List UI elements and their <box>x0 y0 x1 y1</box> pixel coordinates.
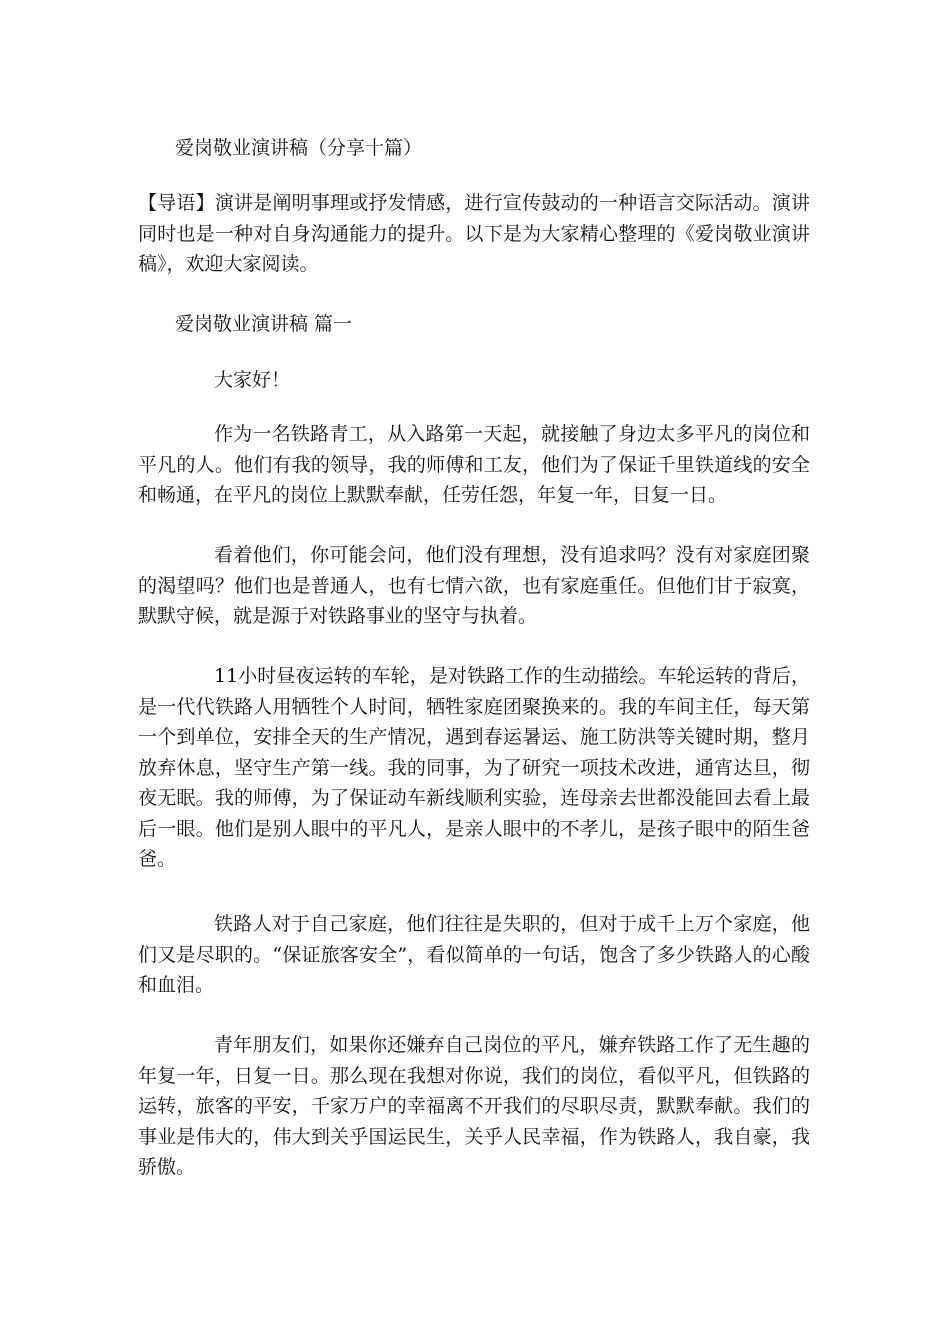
body-paragraph: 青年朋友们，如果你还嫌弃自己岗位的平凡，嫌弃铁路工作了无生趣的年复一年，日复一日。那么现在我想对你说，我们的岗位，看似平凡，但铁路的运转，旅客的平安，千家万户的幸福离不开我们的尽职尽责，默默奉献。我们的事业是伟大的，伟大到关乎国运民生，关乎人民幸福，作为铁路人，我自豪，我骄傲。 <box>138 1034 810 1178</box>
intro-paragraph: 【导语】演讲是阐明事理或抒发情感，进行宣传鼓动的一种语言交际活动。演讲同时也是一种对自身沟通能力的提升。以下是为大家精心整理的《爱岗敬业演讲稿》，欢迎大家阅读。 <box>138 192 810 275</box>
body-paragraph: 作为一名铁路青工，从入路第一天起，就接触了身边太多平凡的岗位和平凡的人。他们有我的领导，我的师傅和工友，他们为了保证千里铁道线的安全和畅通，在平凡的岗位上默默奉献，任劳任怨，年复一年，日复一日。 <box>138 423 810 506</box>
body-paragraph: 铁路人对于自己家庭，他们往往是失职的，但对于成千上万个家庭，他们又是尽职的。“保证旅客安全”，看似简单的一句话，饱含了多少铁路人的心酸和血泪。 <box>138 913 810 996</box>
body-paragraph: 看着他们，你可能会问，他们没有理想，没有追求吗？没有对家庭团聚的渴望吗？他们也是普通人，也有七情六欲，也有家庭重任。但他们甘于寂寞，默默守候，就是源于对铁路事业的坚守与执着。 <box>138 544 810 627</box>
document-title: 爱岗敬业演讲稿（分享十篇） <box>175 137 423 159</box>
greeting: 大家好！ <box>214 369 291 391</box>
section-heading: 爱岗敬业演讲稿 篇一 <box>175 313 353 335</box>
body-paragraph: 11小时昼夜运转的车轮，是对铁路工作的生动描绘。车轮运转的背后，是一代代铁路人用牺牲个人时间，牺牲家庭团聚换来的。我的车间主任，每天第一个到单位，安排全天的生产情况，遇到春运暑运、施工防洪等关键时期，整月放弃休息，坚守生产第一线。我的同事，为了研究一项技术改进，通宵达旦，彻夜无眠。我的师傅，为了保证动车新线顺利实验，连母亲去世都没能回去看上最后一眼。他们是别人眼中的平凡人，是亲人眼中的不孝儿，是孩子眼中的陌生爸爸。 <box>138 665 810 870</box>
